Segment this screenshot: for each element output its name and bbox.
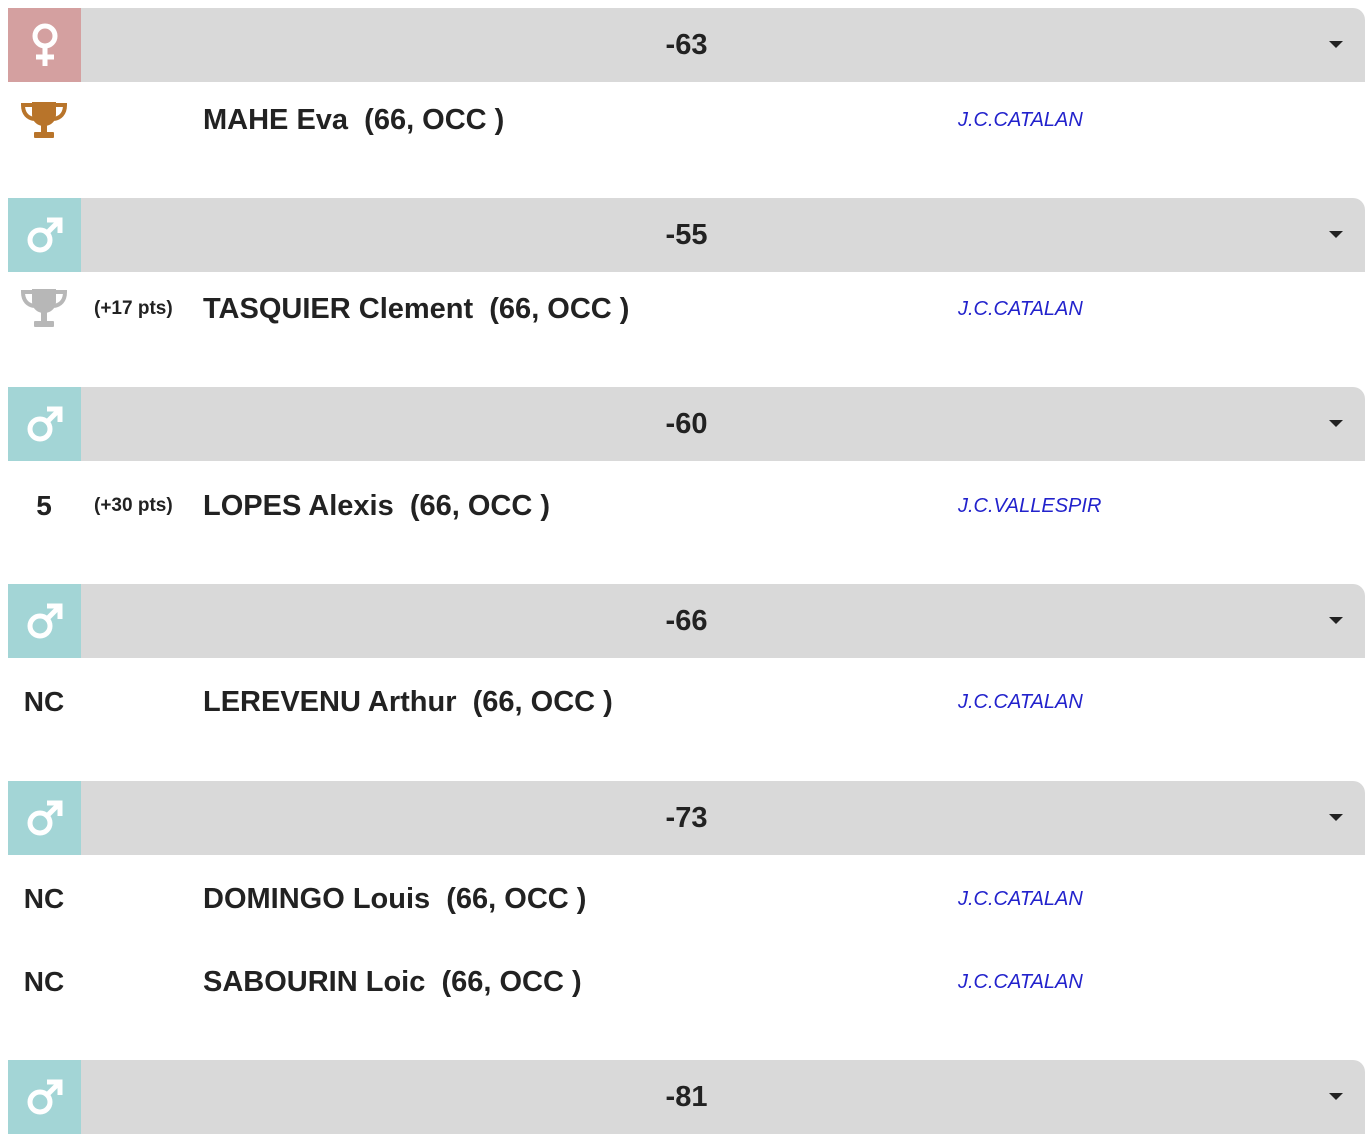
club-link[interactable]: J.C.VALLESPIR xyxy=(958,494,1102,517)
result-row xyxy=(0,677,1370,727)
category-header-81[interactable] xyxy=(8,1060,1365,1134)
athlete-name: MAHE Eva (66, OCC ) xyxy=(203,103,505,136)
male-icon xyxy=(8,584,81,658)
category-header-55[interactable] xyxy=(8,198,1365,272)
category-label: -63 xyxy=(665,28,708,61)
male-icon xyxy=(8,198,81,272)
result-row xyxy=(0,284,1370,334)
rank: 5 xyxy=(36,490,52,521)
athlete-name: LOPES Alexis (66, OCC ) xyxy=(203,489,551,522)
category-header-60[interactable] xyxy=(8,387,1365,461)
category-label: -81 xyxy=(665,1080,708,1113)
result-row xyxy=(0,481,1370,531)
chevron-down-icon[interactable] xyxy=(1329,41,1343,48)
category-label: -60 xyxy=(665,407,708,440)
athlete-name: TASQUIER Clement (66, OCC ) xyxy=(203,292,630,325)
female-icon xyxy=(8,8,81,82)
athlete-name: DOMINGO Louis (66, OCC ) xyxy=(203,882,587,915)
category-label: -55 xyxy=(665,218,708,251)
club-link[interactable]: J.C.CATALAN xyxy=(958,297,1083,320)
category-header-66[interactable] xyxy=(8,584,1365,658)
points-gained: (+17 pts) xyxy=(94,298,173,319)
male-icon xyxy=(8,781,81,855)
chevron-down-icon[interactable] xyxy=(1329,1093,1343,1100)
rank: NC xyxy=(23,883,65,914)
result-row xyxy=(0,874,1370,924)
club-link[interactable]: J.C.CATALAN xyxy=(958,887,1083,910)
male-icon xyxy=(8,1060,81,1134)
category-header-73[interactable] xyxy=(8,781,1365,855)
bronze-trophy-icon xyxy=(8,95,80,145)
result-row xyxy=(0,95,1370,145)
athlete-name: SABOURIN Loic (66, OCC ) xyxy=(203,965,582,998)
result-row xyxy=(0,957,1370,1007)
chevron-down-icon[interactable] xyxy=(1329,420,1343,427)
male-icon xyxy=(8,387,81,461)
athlete-name: LEREVENU Arthur (66, OCC ) xyxy=(203,685,613,718)
category-header-63[interactable] xyxy=(8,8,1365,82)
rank: NC xyxy=(23,966,65,997)
club-link[interactable]: J.C.CATALAN xyxy=(958,690,1083,713)
chevron-down-icon[interactable] xyxy=(1329,814,1343,821)
points-gained: (+30 pts) xyxy=(94,495,173,516)
chevron-down-icon[interactable] xyxy=(1329,617,1343,624)
club-link[interactable]: J.C.CATALAN xyxy=(958,970,1083,993)
rank: NC xyxy=(23,686,65,717)
chevron-down-icon[interactable] xyxy=(1329,231,1343,238)
category-label: -73 xyxy=(665,801,708,834)
silver-trophy-icon xyxy=(8,284,80,334)
category-label: -66 xyxy=(665,604,708,637)
club-link[interactable]: J.C.CATALAN xyxy=(958,108,1083,131)
